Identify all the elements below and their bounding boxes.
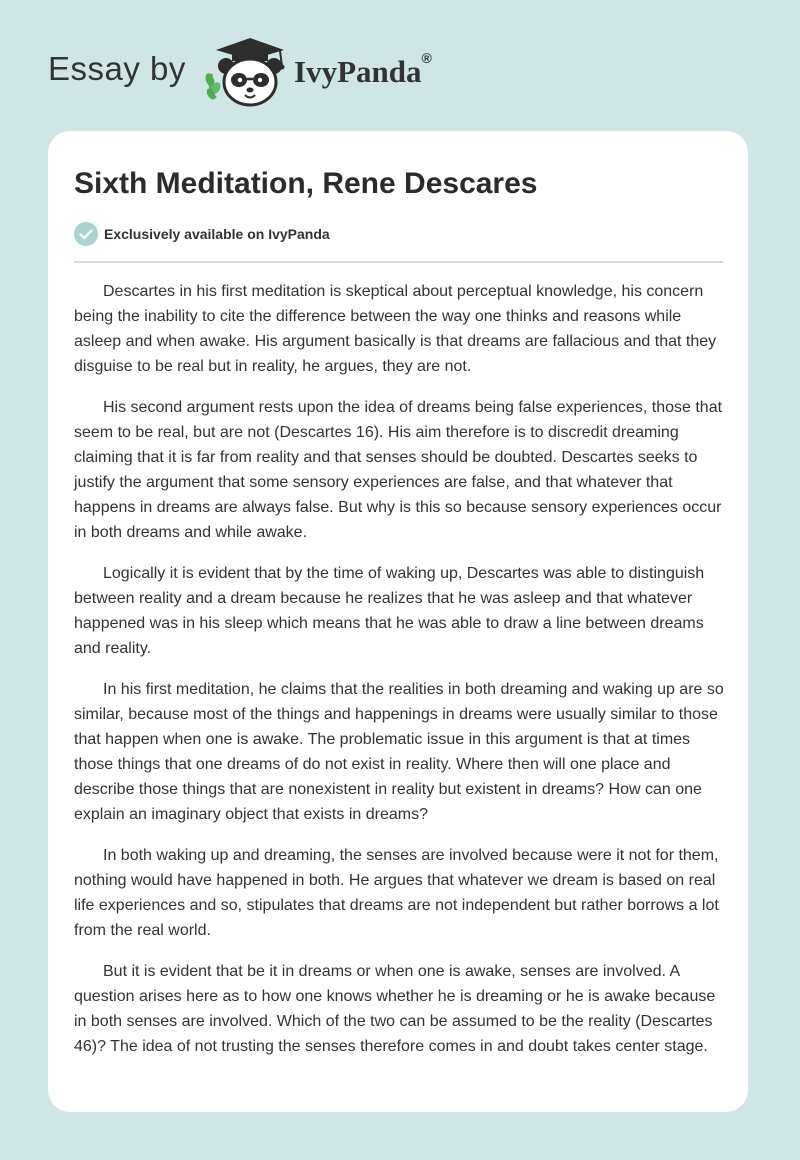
paragraph: In his first meditation, he claims that the realities in both dreaming and waking up are so similar, because most of the things and happenings in dreams were usually similar to those that happen when one is awake. The problematic issue in this argument is that at times those things that one dreams of do not exist in reality. Where then will one place and describe those things that are nonexistent in reality but existent in dreams? How can one explain an imaginary object that exists in dreams? xyxy=(74,681,724,823)
brand-name[interactable]: IvyPanda® xyxy=(294,50,432,89)
divider xyxy=(74,261,723,263)
paragraph: Logically it is evident that by the time of waking up, Descartes was able to distinguish between reality and a dream because he realizes that he was asleep and that whatever happened was in his sleep which means that he was able to draw a line between dreams and reality. xyxy=(74,565,705,657)
exclusive-badge xyxy=(74,222,330,246)
check-circle-icon xyxy=(74,222,98,246)
registered-mark: ® xyxy=(421,50,432,66)
paragraph: But it is evident that be it in dreams or when one is awake, senses are involved. A question arises here as to how one knows whether he is dreaming or he is awake because in both senses are involved. Which of the two can be assumed to be the reality (Descartes 46)? The idea of not trusting the senses therefore comes in and doubt takes center stage. xyxy=(74,963,716,1055)
page-title: Sixth Meditation, Rene Descares xyxy=(74,167,538,200)
essay-card xyxy=(48,131,748,1112)
paragraph: Descartes in his first meditation is skeptical about perceptual knowledge, his concern being the inability to cite the difference between the way one thinks and reasons while asleep and when awake. His argument basically is that dreams are fallacious and that they disguise to be real but in reality, he argues, they are not. xyxy=(74,283,717,375)
paragraph: In both waking up and dreaming, the senses are involved because were it not for them, nothing would have happened in both. He argues that whatever we dream is based on real life experiences and so, stipulates that dreams are not independent but rather borrows a lot from the real world. xyxy=(74,847,719,939)
exclusive-badge-label: Exclusively available on IvyPanda xyxy=(104,226,330,242)
paragraph: His second argument rests upon the idea of dreams being false experiences, those that seem to be real, but are not (Descartes 16). His aim therefore is to discredit dreaming claiming that it is far from reality and that senses should be doubted. Descartes seeks to justify the argument that some sensory experiences are false, and that whatever that happens in dreams are always false. But why is this so because sensory experiences occur in both dreams and while awake. xyxy=(74,399,723,541)
panda-graduate-icon[interactable] xyxy=(202,36,292,110)
essay-body xyxy=(74,279,726,1075)
site-header xyxy=(48,30,548,110)
essay-by-label: Essay by xyxy=(48,50,186,87)
